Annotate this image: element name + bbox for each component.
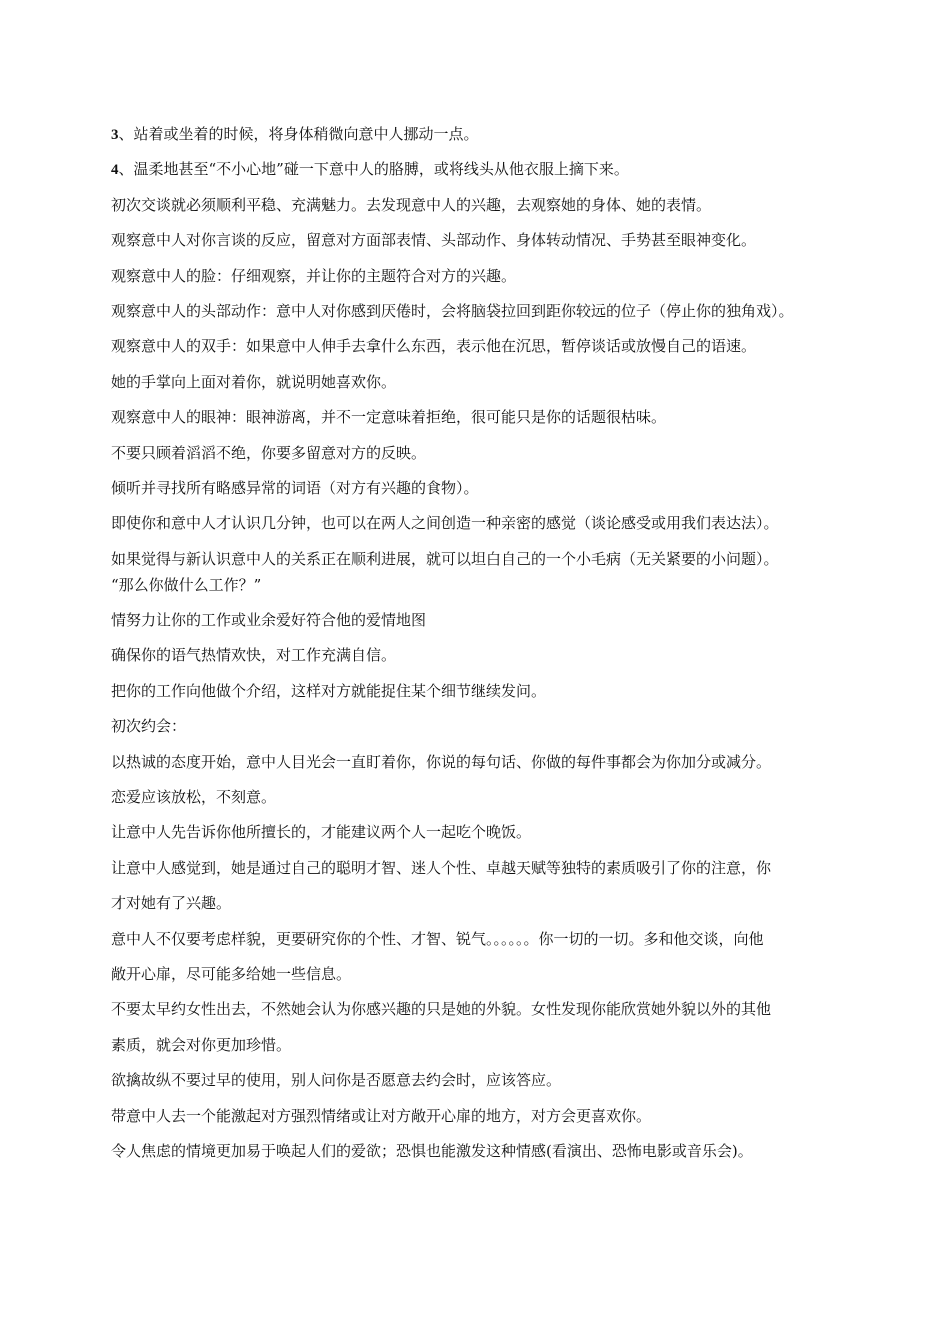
- paragraph: 观察意中人对你言谈的反应，留意对方面部表情、头部动作、身体转动情况、手势甚至眼神变化。: [111, 231, 757, 250]
- paragraph-continued: 才对她有了兴趣。: [111, 894, 232, 913]
- paragraph: 让意中人先告诉你他所擅长的，才能建议两个人一起吃个晚饭。: [111, 823, 532, 842]
- item-text: 、温柔地甚至“不小心地”碰一下意中人的胳膊，或将线头从他衣服上摘下来。: [118, 160, 629, 179]
- list-item: [111, 157, 851, 192]
- paragraph: 观察意中人的脸：仔细观察，并让你的主题符合对方的兴趣。: [111, 266, 517, 285]
- paragraph: 恋爱应该放松，不刻意。: [111, 788, 277, 807]
- paragraph: “那么你做什么工作？”: [111, 575, 262, 594]
- paragraph: 情努力让你的工作或业余爱好符合他的爱情地图: [111, 611, 427, 630]
- paragraph: 观察意中人的双手：如果意中人伸手去拿什么东西，表示他在沉思，暂停谈话或放慢自己的语速。: [111, 337, 757, 356]
- paragraph: 把你的工作向他做个介绍，这样对方就能捉住某个细节继续发问。: [111, 681, 547, 700]
- paragraph-continued: 素质，就会对你更加珍惜。: [111, 1035, 292, 1054]
- paragraph: 欲擒故纵不要过早的使用，别人问你是否愿意去约会时，应该答应。: [111, 1071, 562, 1090]
- paragraph: 意中人不仅要考虑样貌，更要研究你的个性、才智、锐气。。。。。。你一切的一切。多和他交谈，向他: [111, 929, 764, 948]
- paragraph: 观察意中人的头部动作：意中人对你感到厌倦时，会将脑袋拉回到距你较远的位子（停止你的独角戏）。: [111, 301, 794, 320]
- list-item: [111, 122, 851, 157]
- item-text: 、站着或坐着的时候，将身体稍微向意中人挪动一点。: [118, 125, 479, 143]
- paragraph-continued: 敞开心扉，尽可能多给她一些信息。: [111, 964, 352, 983]
- paragraph: 初次交谈就必须顺利平稳、充满魅力。去发现意中人的兴趣，去观察她的身体、她的表情。: [111, 195, 712, 214]
- paragraph: 以热诚的态度开始，意中人目光会一直盯着你，你说的每句话、你做的每件事都会为你加分或减分。: [111, 752, 772, 771]
- paragraph: 她的手掌向上面对着你，就说明她喜欢你。: [111, 372, 397, 391]
- paragraph: 不要只顾着滔滔不绝，你要多留意对方的反映。: [111, 443, 427, 462]
- paragraph: 让意中人感觉到，她是通过自己的聪明才智、迷人个性、卓越天赋等独特的素质吸引了你的注意，你: [111, 858, 772, 877]
- paragraph: 令人焦虑的情境更加易于唤起人们的爱欲；恐惧也能激发这种情感(看演出、恐怖电影或音乐会)。: [111, 1141, 753, 1160]
- paragraph: 不要太早约女性出去，不然她会认为你感兴趣的只是她的外貌。女性发现你能欣赏她外貌以外的其他: [111, 1000, 772, 1019]
- paragraph: 带意中人去一个能激起对方强烈情绪或让对方敞开心扉的地方，对方会更喜欢你。: [111, 1106, 652, 1125]
- item-number: 3: [111, 127, 119, 143]
- paragraph: 即使你和意中人才认识几分钟，也可以在两人之间创造一种亲密的感觉（谈论感受或用我们表达法）。: [111, 514, 779, 533]
- paragraph: 倾听并寻找所有略感异常的词语（对方有兴趣的食物）。: [111, 478, 479, 497]
- paragraph: 如果觉得与新认识意中人的关系正在顺利进展，就可以坦白自己的一个小毛病（无关紧要的小问题）。: [111, 549, 779, 568]
- document-body: [111, 122, 851, 1174]
- paragraph: 初次约会：: [111, 717, 187, 736]
- item-number: 4: [111, 162, 119, 179]
- paragraph: 确保你的语气热情欢快，对工作充满自信。: [111, 646, 397, 665]
- paragraph: 观察意中人的眼神：眼神游离，并不一定意味着拒绝，很可能只是你的话题很枯味。: [111, 408, 667, 427]
